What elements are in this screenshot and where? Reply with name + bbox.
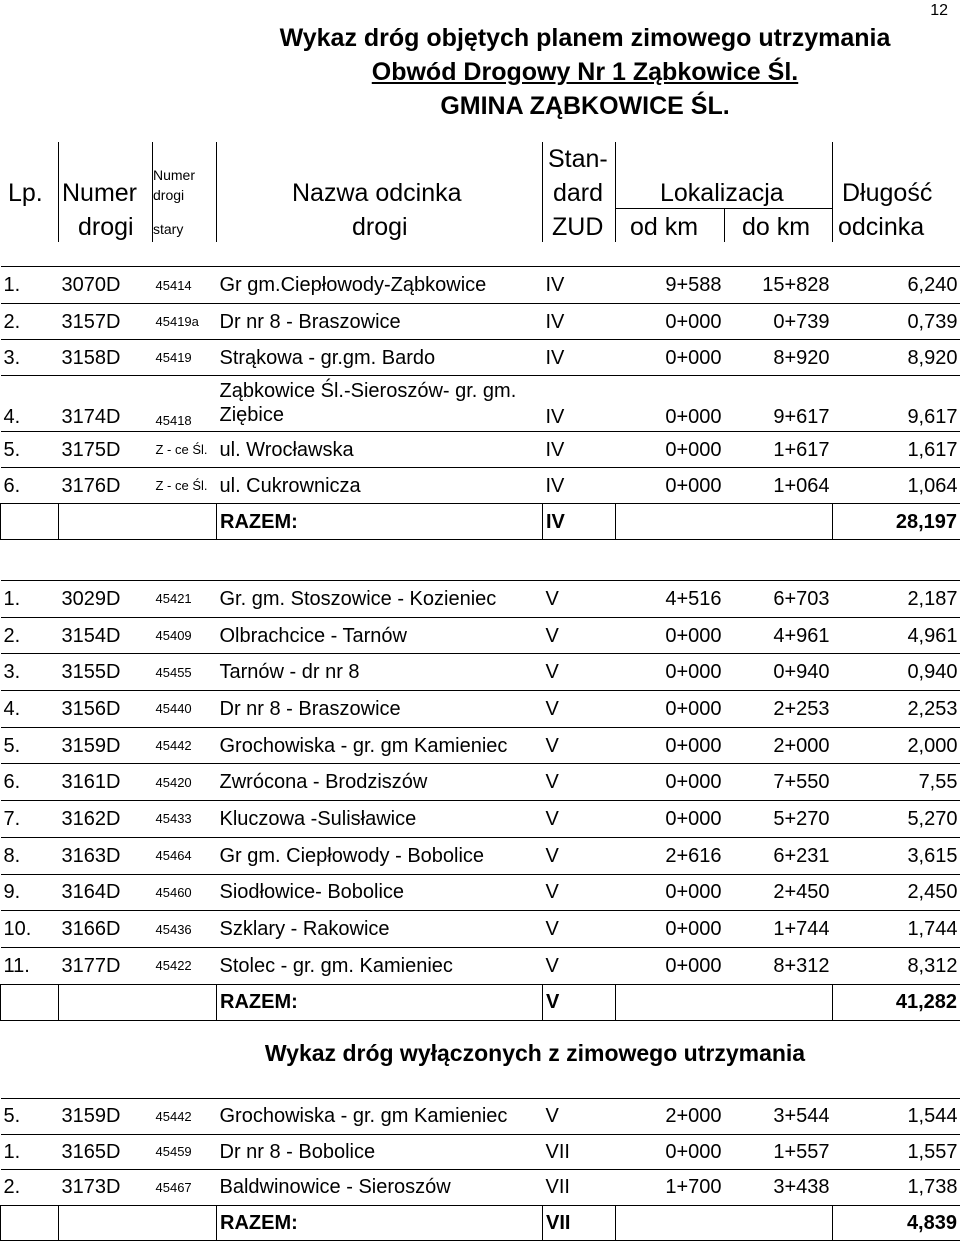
cell-std: V [543, 874, 616, 911]
cell-nazwa: Dr nr 8 - Braszowice [217, 691, 543, 728]
cell-nazwa: Grochowiska - gr. gm Kamieniec [217, 1099, 543, 1135]
cell-std: V [543, 654, 616, 691]
cell-dl: 1,617 [833, 432, 960, 468]
cell-dl: 8,920 [833, 340, 960, 376]
cell-empty [59, 1205, 217, 1241]
header-dlugosc: Długość [842, 176, 932, 210]
cell-lp: 5. [1, 1099, 59, 1135]
table-row [1, 1099, 960, 1135]
sum-label: RAZEM: [217, 504, 543, 540]
cell-do: 8+920 [725, 340, 833, 376]
cell-lp: 5. [1, 432, 59, 468]
cell-do: 1+557 [725, 1134, 833, 1170]
cell-od: 0+000 [616, 468, 725, 504]
cell-stary: 45436 [153, 911, 217, 948]
cell-empty [616, 984, 833, 1021]
cell-stary: 45414 [153, 267, 217, 304]
cell-numer: 3158D [59, 340, 153, 376]
cell-std: V [543, 727, 616, 764]
header-od-km: od km [630, 210, 698, 244]
cell-nazwa: Dr nr 8 - Braszowice [217, 304, 543, 340]
cell-od: 0+000 [616, 911, 725, 948]
cell-nazwa: Olbrachcice - Tarnów [217, 617, 543, 654]
cell-od: 0+000 [616, 764, 725, 801]
cell-std: IV [543, 304, 616, 340]
cell-dl: 6,240 [833, 267, 960, 304]
cell-nazwa: Gr gm.Ciepłowody-Ząbkowice [217, 267, 543, 304]
cell-od: 0+000 [616, 874, 725, 911]
header-standard-2: dard [553, 176, 603, 210]
cell-stary: 45459 [153, 1134, 217, 1170]
cell-std: IV [543, 468, 616, 504]
header-stary-1: Numer [153, 166, 195, 184]
cell-nazwa: Stolec - gr. gm. Kamieniec [217, 947, 543, 984]
cell-lp: 6. [1, 764, 59, 801]
cell-numer: 3029D [59, 581, 153, 618]
cell-stary: 45422 [153, 947, 217, 984]
cell-lp: 5. [1, 727, 59, 764]
table-row [1, 947, 960, 984]
cell-dl: 1,544 [833, 1099, 960, 1135]
cell-do: 5+270 [725, 801, 833, 838]
cell-dl: 2,450 [833, 874, 960, 911]
cell-nazwa: Ząbkowice Śl.-Sieroszów- gr. gm. Ziębice [217, 376, 543, 432]
cell-numer: 3162D [59, 801, 153, 838]
cell-lp: 1. [1, 581, 59, 618]
cell-numer: 3157D [59, 304, 153, 340]
sum-row [1, 1205, 960, 1241]
cell-do: 3+544 [725, 1099, 833, 1135]
cell-stary: 45418 [153, 376, 217, 432]
cell-od: 0+000 [616, 304, 725, 340]
cell-lp: 10. [1, 911, 59, 948]
sum-std: VII [543, 1205, 616, 1241]
cell-do: 2+450 [725, 874, 833, 911]
sum-label: RAZEM: [217, 984, 543, 1021]
cell-empty [616, 504, 833, 540]
cell-stary: 45464 [153, 837, 217, 874]
cell-empty [59, 504, 217, 540]
cell-numer: 3165D [59, 1134, 153, 1170]
cell-do: 4+961 [725, 617, 833, 654]
cell-lp: 4. [1, 691, 59, 728]
table-row [1, 654, 960, 691]
cell-do: 7+550 [725, 764, 833, 801]
sum-row [1, 504, 960, 540]
cell-numer: 3166D [59, 911, 153, 948]
cell-lp: 2. [1, 304, 59, 340]
cell-stary: 45419 [153, 340, 217, 376]
cell-do: 0+739 [725, 304, 833, 340]
cell-dl: 1,744 [833, 911, 960, 948]
cell-empty [59, 984, 217, 1021]
cell-od: 0+000 [616, 1134, 725, 1170]
cell-numer: 3161D [59, 764, 153, 801]
cell-do: 6+231 [725, 837, 833, 874]
table-row [1, 468, 960, 504]
header-standard-3: ZUD [552, 210, 603, 244]
sum-std: V [543, 984, 616, 1021]
cell-dl: 4,961 [833, 617, 960, 654]
sum-value: 4,839 [833, 1205, 960, 1241]
sum-row [1, 984, 960, 1021]
cell-do: 9+617 [725, 376, 833, 432]
cell-std: V [543, 1099, 616, 1135]
cell-std: IV [543, 340, 616, 376]
document-title: Wykaz dróg objętych planem zimowego utrzymania [0, 24, 960, 53]
header-lokalizacja: Lokalizacja [660, 176, 784, 210]
cell-do: 1+617 [725, 432, 833, 468]
cell-dl: 5,270 [833, 801, 960, 838]
cell-stary: 45440 [153, 691, 217, 728]
header-odcinka: odcinka [838, 210, 924, 244]
cell-nazwa: Siodłowice- Bobolice [217, 874, 543, 911]
cell-do: 1+744 [725, 911, 833, 948]
table-row [1, 340, 960, 376]
cell-stary: 45420 [153, 764, 217, 801]
cell-stary: 45455 [153, 654, 217, 691]
page-number: 12 [930, 2, 948, 20]
cell-dl: 8,312 [833, 947, 960, 984]
header-numer: Numer [62, 176, 137, 210]
cell-std: VII [543, 1134, 616, 1170]
header-standard-1: Stan- [548, 142, 608, 176]
table-row [1, 581, 960, 618]
header-lp: Lp. [8, 176, 43, 210]
cell-dl: 1,064 [833, 468, 960, 504]
cell-numer: 3159D [59, 1099, 153, 1135]
cell-std: V [543, 837, 616, 874]
cell-dl: 0,739 [833, 304, 960, 340]
table-row [1, 837, 960, 874]
cell-empty [1, 504, 59, 540]
cell-numer: 3173D [59, 1170, 153, 1206]
cell-lp: 7. [1, 801, 59, 838]
cell-stary: 45442 [153, 727, 217, 764]
cell-std: V [543, 617, 616, 654]
cell-nazwa: Szklary - Rakowice [217, 911, 543, 948]
table-row [1, 376, 960, 432]
cell-nazwa: ul. Wrocławska [217, 432, 543, 468]
cell-std: V [543, 581, 616, 618]
cell-od: 2+616 [616, 837, 725, 874]
cell-std: IV [543, 432, 616, 468]
cell-dl: 1,557 [833, 1134, 960, 1170]
table-group-2 [0, 580, 960, 1021]
table-row [1, 304, 960, 340]
cell-od: 0+000 [616, 340, 725, 376]
cell-do: 2+253 [725, 691, 833, 728]
header-numer-drogi: drogi [78, 210, 134, 244]
cell-empty [1, 984, 59, 1021]
cell-std: V [543, 911, 616, 948]
cell-numer: 3159D [59, 727, 153, 764]
cell-dl: 7,55 [833, 764, 960, 801]
cell-od: 0+000 [616, 654, 725, 691]
cell-numer: 3174D [59, 376, 153, 432]
sum-value: 41,282 [833, 984, 960, 1021]
cell-stary: Z - ce Śl. [153, 468, 217, 504]
cell-nazwa: Zwrócona - Brodziszów [217, 764, 543, 801]
cell-nazwa: Strąkowa - gr.gm. Bardo [217, 340, 543, 376]
cell-numer: 3156D [59, 691, 153, 728]
cell-std: V [543, 691, 616, 728]
cell-od: 9+588 [616, 267, 725, 304]
cell-stary: 45442 [153, 1099, 217, 1135]
cell-numer: 3155D [59, 654, 153, 691]
cell-dl: 9,617 [833, 376, 960, 432]
cell-lp: 2. [1, 1170, 59, 1206]
cell-do: 2+000 [725, 727, 833, 764]
table-row [1, 432, 960, 468]
cell-numer: 3164D [59, 874, 153, 911]
cell-dl: 0,940 [833, 654, 960, 691]
cell-do: 6+703 [725, 581, 833, 618]
cell-stary: 45460 [153, 874, 217, 911]
cell-lp: 3. [1, 340, 59, 376]
cell-numer: 3163D [59, 837, 153, 874]
cell-nazwa: ul. Cukrownicza [217, 468, 543, 504]
table-row [1, 764, 960, 801]
cell-nazwa: Dr nr 8 - Bobolice [217, 1134, 543, 1170]
cell-std: IV [543, 267, 616, 304]
cell-od: 0+000 [616, 801, 725, 838]
cell-std: V [543, 801, 616, 838]
header-nazwa-drogi: drogi [352, 210, 408, 244]
cell-empty [1, 1205, 59, 1241]
document-gmina: GMINA ZĄBKOWICE ŚL. [0, 92, 960, 121]
cell-nazwa: Gr. gm. Stoszowice - Kozieniec [217, 581, 543, 618]
cell-numer: 3176D [59, 468, 153, 504]
sum-label: RAZEM: [217, 1205, 543, 1241]
cell-lp: 3. [1, 654, 59, 691]
cell-do: 15+828 [725, 267, 833, 304]
cell-dl: 2,000 [833, 727, 960, 764]
document-subtitle: Obwód Drogowy Nr 1 Ząbkowice Śl. [0, 58, 960, 87]
cell-od: 2+000 [616, 1099, 725, 1135]
cell-dl: 3,615 [833, 837, 960, 874]
cell-stary: 45433 [153, 801, 217, 838]
cell-lp: 11. [1, 947, 59, 984]
cell-empty [616, 1205, 833, 1241]
table-row [1, 691, 960, 728]
cell-do: 1+064 [725, 468, 833, 504]
table-row [1, 727, 960, 764]
cell-std: V [543, 764, 616, 801]
cell-numer: 3154D [59, 617, 153, 654]
cell-lp: 2. [1, 617, 59, 654]
cell-od: 0+000 [616, 376, 725, 432]
table-row [1, 911, 960, 948]
sum-value: 28,197 [833, 504, 960, 540]
cell-nazwa: Tarnów - dr nr 8 [217, 654, 543, 691]
cell-numer: 3175D [59, 432, 153, 468]
table-row [1, 801, 960, 838]
cell-od: 0+000 [616, 617, 725, 654]
cell-do: 0+940 [725, 654, 833, 691]
cell-do: 3+438 [725, 1170, 833, 1206]
header-stary-2: drogi [153, 186, 184, 204]
table-row [1, 617, 960, 654]
cell-lp: 1. [1, 267, 59, 304]
cell-nazwa: Grochowiska - gr. gm Kamieniec [217, 727, 543, 764]
cell-nazwa: Baldwinowice - Sieroszów [217, 1170, 543, 1206]
cell-dl: 2,253 [833, 691, 960, 728]
section-excluded-title: Wykaz dróg wyłączonych z zimowego utrzymania [0, 1040, 960, 1067]
cell-stary: 45409 [153, 617, 217, 654]
cell-stary: 45419a [153, 304, 217, 340]
cell-od: 0+000 [616, 947, 725, 984]
cell-stary: 45421 [153, 581, 217, 618]
cell-dl: 2,187 [833, 581, 960, 618]
table-group-1 [0, 266, 960, 540]
header-nazwa: Nazwa odcinka [292, 176, 462, 210]
cell-lp: 8. [1, 837, 59, 874]
cell-nazwa: Kluczowa -Sulisławice [217, 801, 543, 838]
cell-std: VII [543, 1170, 616, 1206]
cell-lp: 9. [1, 874, 59, 911]
cell-stary: Z - ce Śl. [153, 432, 217, 468]
table-group-3 [0, 1098, 960, 1241]
cell-lp: 6. [1, 468, 59, 504]
cell-od: 0+000 [616, 432, 725, 468]
cell-od: 0+000 [616, 691, 725, 728]
sum-std: IV [543, 504, 616, 540]
cell-od: 0+000 [616, 727, 725, 764]
cell-dl: 1,738 [833, 1170, 960, 1206]
cell-od: 1+700 [616, 1170, 725, 1206]
table-row [1, 1134, 960, 1170]
table-row [1, 1170, 960, 1206]
table-row [1, 874, 960, 911]
cell-od: 4+516 [616, 581, 725, 618]
cell-nazwa: Gr gm. Ciepłowody - Bobolice [217, 837, 543, 874]
header-stary-3: stary [153, 220, 183, 238]
cell-std: V [543, 947, 616, 984]
cell-do: 8+312 [725, 947, 833, 984]
cell-numer: 3177D [59, 947, 153, 984]
header-do-km: do km [742, 210, 810, 244]
cell-lp: 4. [1, 376, 59, 432]
cell-std: IV [543, 376, 616, 432]
cell-stary: 45467 [153, 1170, 217, 1206]
cell-numer: 3070D [59, 267, 153, 304]
cell-lp: 1. [1, 1134, 59, 1170]
table-row [1, 267, 960, 304]
